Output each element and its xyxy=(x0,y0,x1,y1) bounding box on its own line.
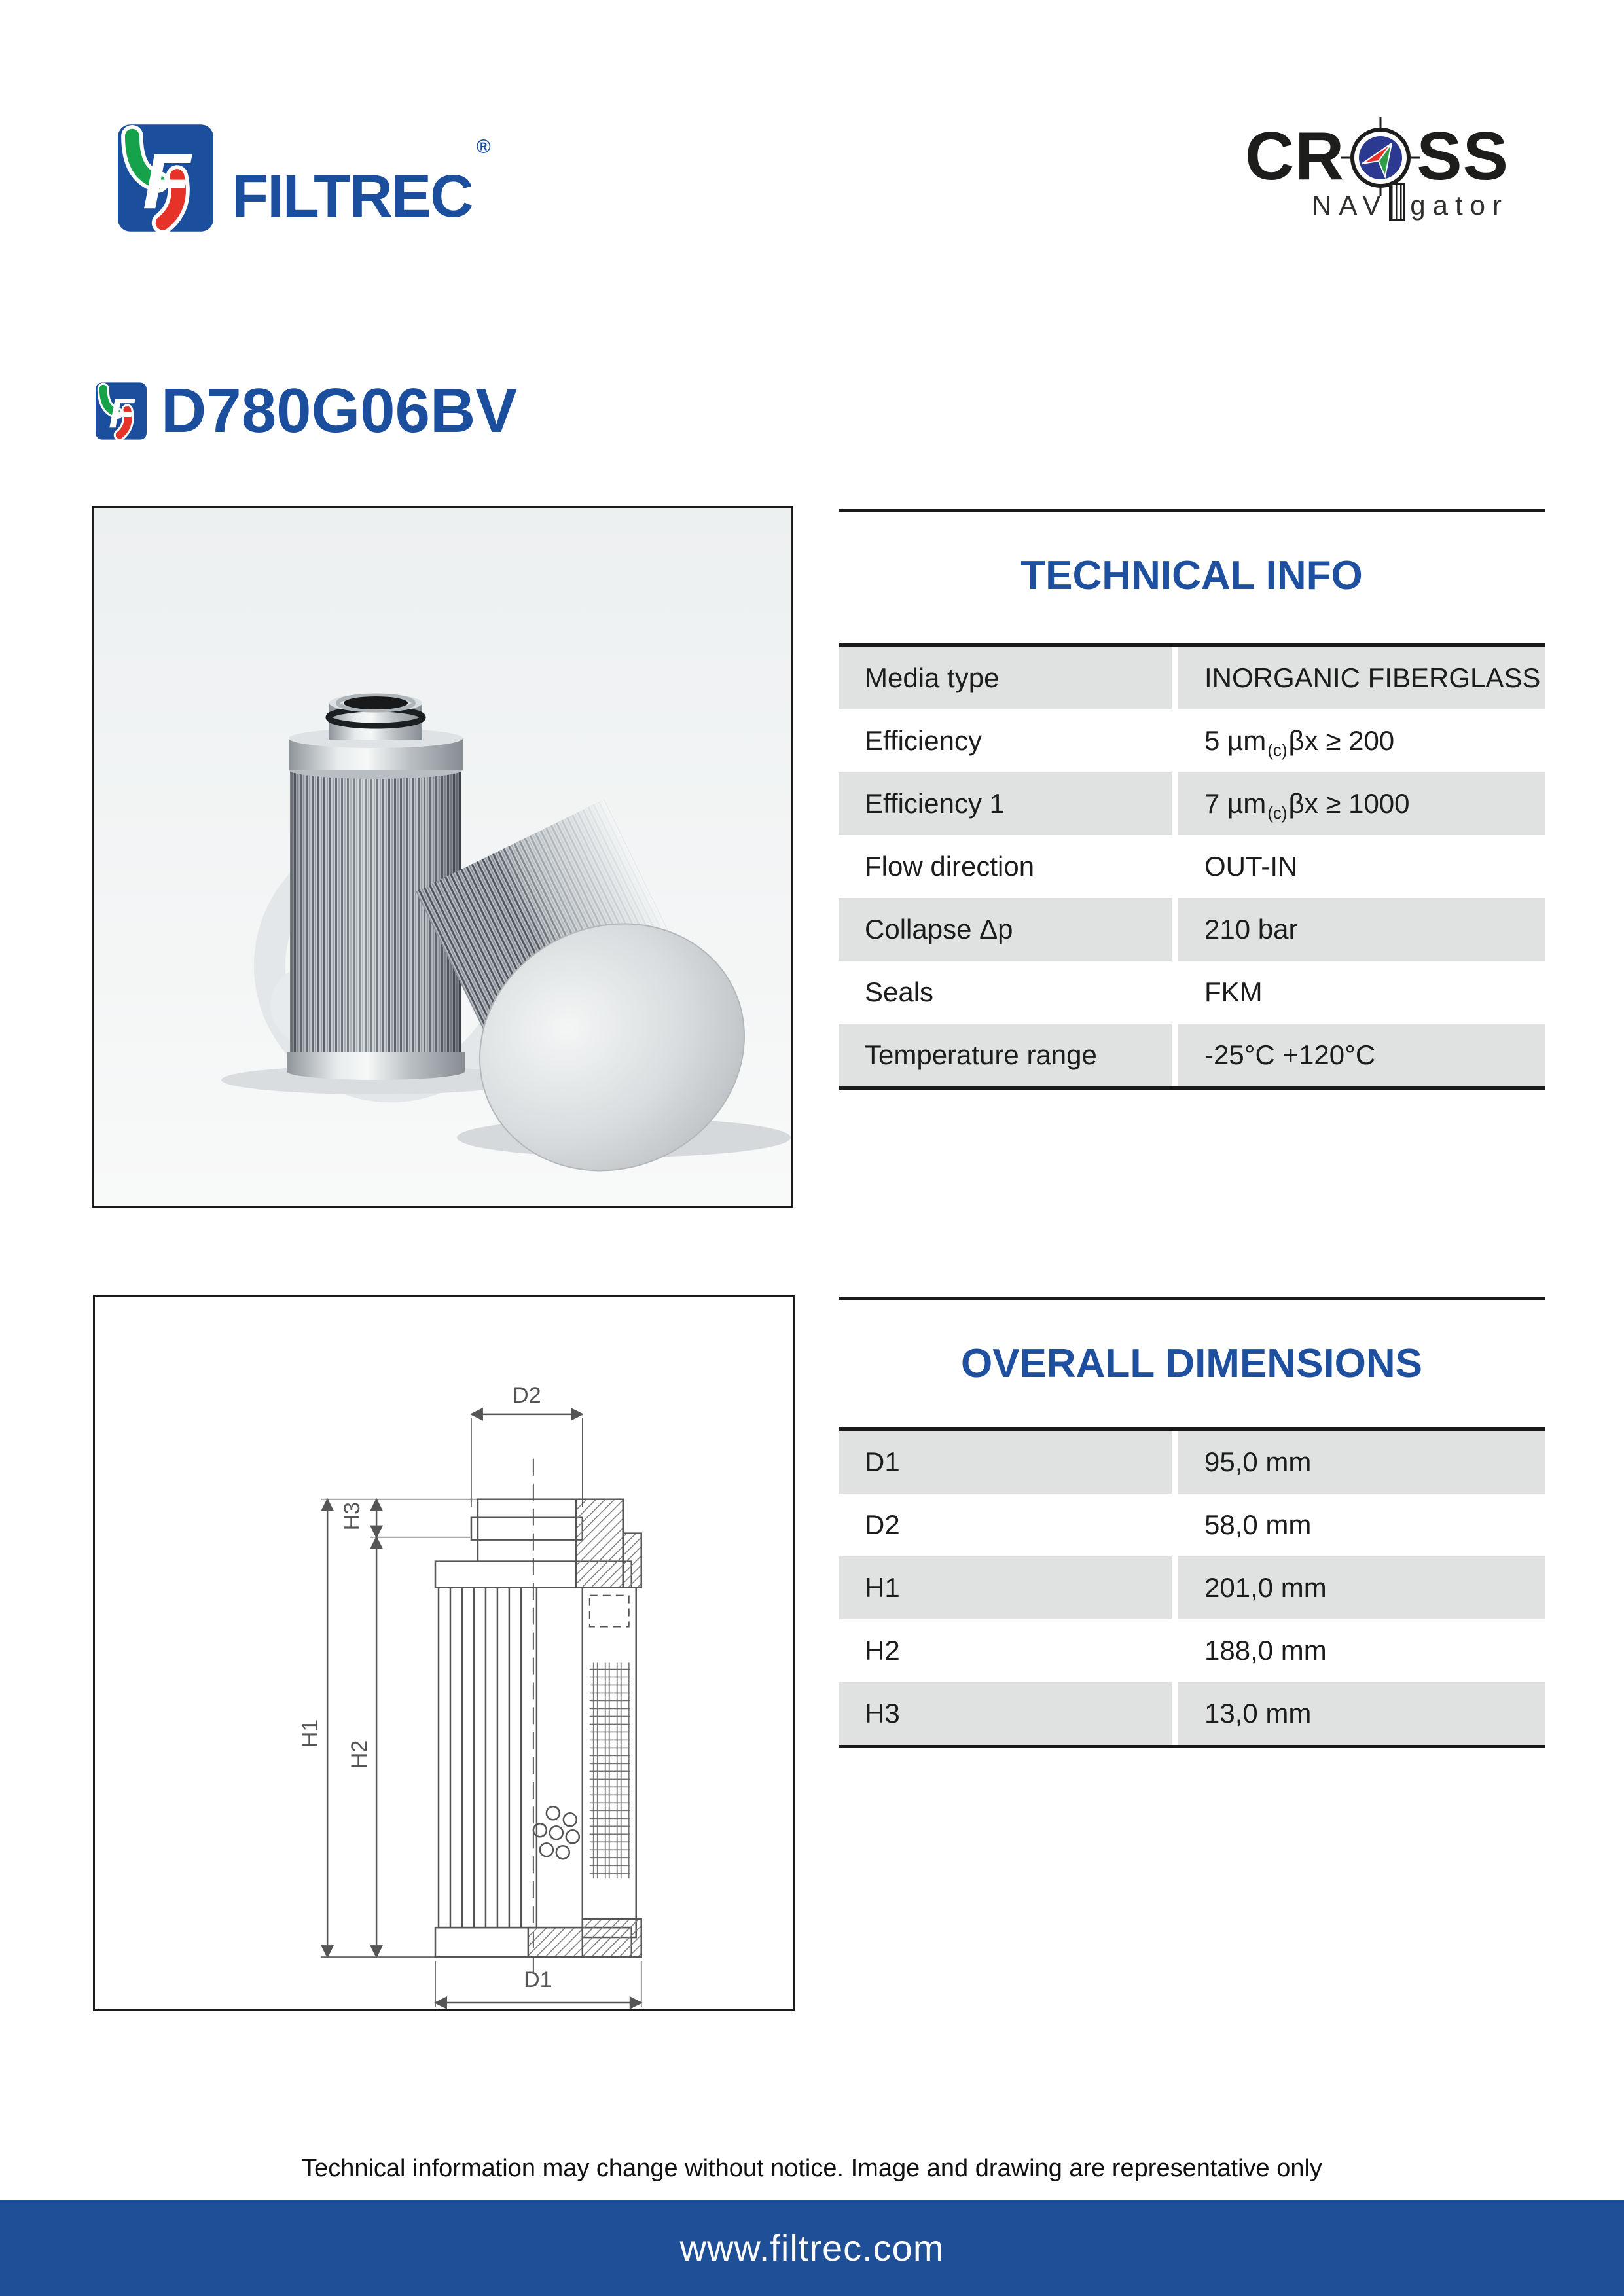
row-label: Media type xyxy=(839,647,1172,709)
row-label: Efficiency xyxy=(839,709,1172,772)
filtrec-mark-small-icon xyxy=(96,382,147,440)
dim-label-h2: H2 xyxy=(347,1740,372,1769)
cross-word-right: SS xyxy=(1416,118,1509,194)
technical-info-title: TECHNICAL INFO xyxy=(1020,553,1363,598)
row-value: -25°C +120°C xyxy=(1178,1024,1545,1086)
product-title-row xyxy=(96,376,518,446)
technical-info-section xyxy=(839,509,1545,1090)
row-label: D1 xyxy=(839,1431,1172,1494)
gator-text: gator xyxy=(1410,190,1509,221)
technical-info-table xyxy=(839,643,1545,1090)
compass-icon xyxy=(1346,122,1415,191)
row-label: Temperature range xyxy=(839,1024,1172,1086)
row-value: 95,0 mm xyxy=(1178,1431,1545,1494)
row-value: 188,0 mm xyxy=(1178,1619,1545,1682)
row-label: H2 xyxy=(839,1619,1172,1682)
registered-trademark: ® xyxy=(476,136,490,158)
row-value: 58,0 mm xyxy=(1178,1494,1545,1556)
cross-navigator-logo xyxy=(1245,118,1509,221)
table-row xyxy=(839,1494,1545,1556)
row-label: H1 xyxy=(839,1556,1172,1619)
table-row xyxy=(839,961,1545,1024)
website-link[interactable]: www.filtrec.com xyxy=(679,2227,945,2269)
cross-word-left: CR xyxy=(1245,118,1345,194)
row-value: INORGANIC FIBERGLASS xyxy=(1178,647,1545,709)
nav-text: NAV xyxy=(1312,190,1388,221)
row-value: 210 bar xyxy=(1178,898,1545,961)
disclaimer-text: Technical information may change without notice. Image and drawing are representative only xyxy=(302,2155,1322,2182)
table-row xyxy=(839,772,1545,835)
table-row xyxy=(839,709,1545,772)
overall-dimensions-section xyxy=(839,1297,1545,1748)
row-label: Seals xyxy=(839,961,1172,1024)
technical-drawing-box xyxy=(93,1295,795,2011)
section-rule xyxy=(839,509,1545,512)
table-row xyxy=(839,1024,1545,1086)
table-row xyxy=(839,647,1545,709)
row-value: FKM xyxy=(1178,961,1545,1024)
filtrec-wordmark xyxy=(232,136,490,232)
dim-label-d2: D2 xyxy=(513,1382,541,1408)
row-value: 5 µm $_{(c)}$ βx ≥ 200 xyxy=(1178,709,1545,772)
row-label: D2 xyxy=(839,1494,1172,1556)
row-label: Flow direction xyxy=(839,835,1172,898)
overall-dimensions-title: OVERALL DIMENSIONS xyxy=(960,1341,1423,1386)
magnifier-handle-icon xyxy=(1389,183,1405,221)
row-value: 13,0 mm xyxy=(1178,1682,1545,1745)
table-row xyxy=(839,835,1545,898)
row-label: Efficiency 1 xyxy=(839,772,1172,835)
technical-drawing xyxy=(95,1297,793,2009)
product-photo-box xyxy=(92,506,793,1208)
row-label: Collapse Δp xyxy=(839,898,1172,961)
section-rule xyxy=(839,1297,1545,1300)
dim-label-h1: H1 xyxy=(298,1719,323,1748)
table-row xyxy=(839,1682,1545,1745)
cross-wordmark xyxy=(1245,118,1509,194)
dim-label-d1: D1 xyxy=(524,1967,552,1993)
table-row xyxy=(839,898,1545,961)
row-label: H3 xyxy=(839,1682,1172,1745)
overall-dimensions-table xyxy=(839,1427,1545,1748)
table-row xyxy=(839,1431,1545,1494)
dim-label-h3: H3 xyxy=(340,1501,365,1531)
product-photo xyxy=(94,508,791,1206)
row-value: 7 µm $_{(c)}$ βx ≥ 1000 xyxy=(1178,772,1545,835)
brand-name: FILTREC xyxy=(232,163,473,230)
filtrec-logo xyxy=(118,124,490,232)
table-row xyxy=(839,1556,1545,1619)
product-code: D780G06BV xyxy=(161,376,518,446)
filtrec-mark-icon xyxy=(118,124,213,232)
bottom-bar xyxy=(0,2200,1624,2296)
table-row xyxy=(839,1619,1545,1682)
row-value: 201,0 mm xyxy=(1178,1556,1545,1619)
row-value: OUT-IN xyxy=(1178,835,1545,898)
